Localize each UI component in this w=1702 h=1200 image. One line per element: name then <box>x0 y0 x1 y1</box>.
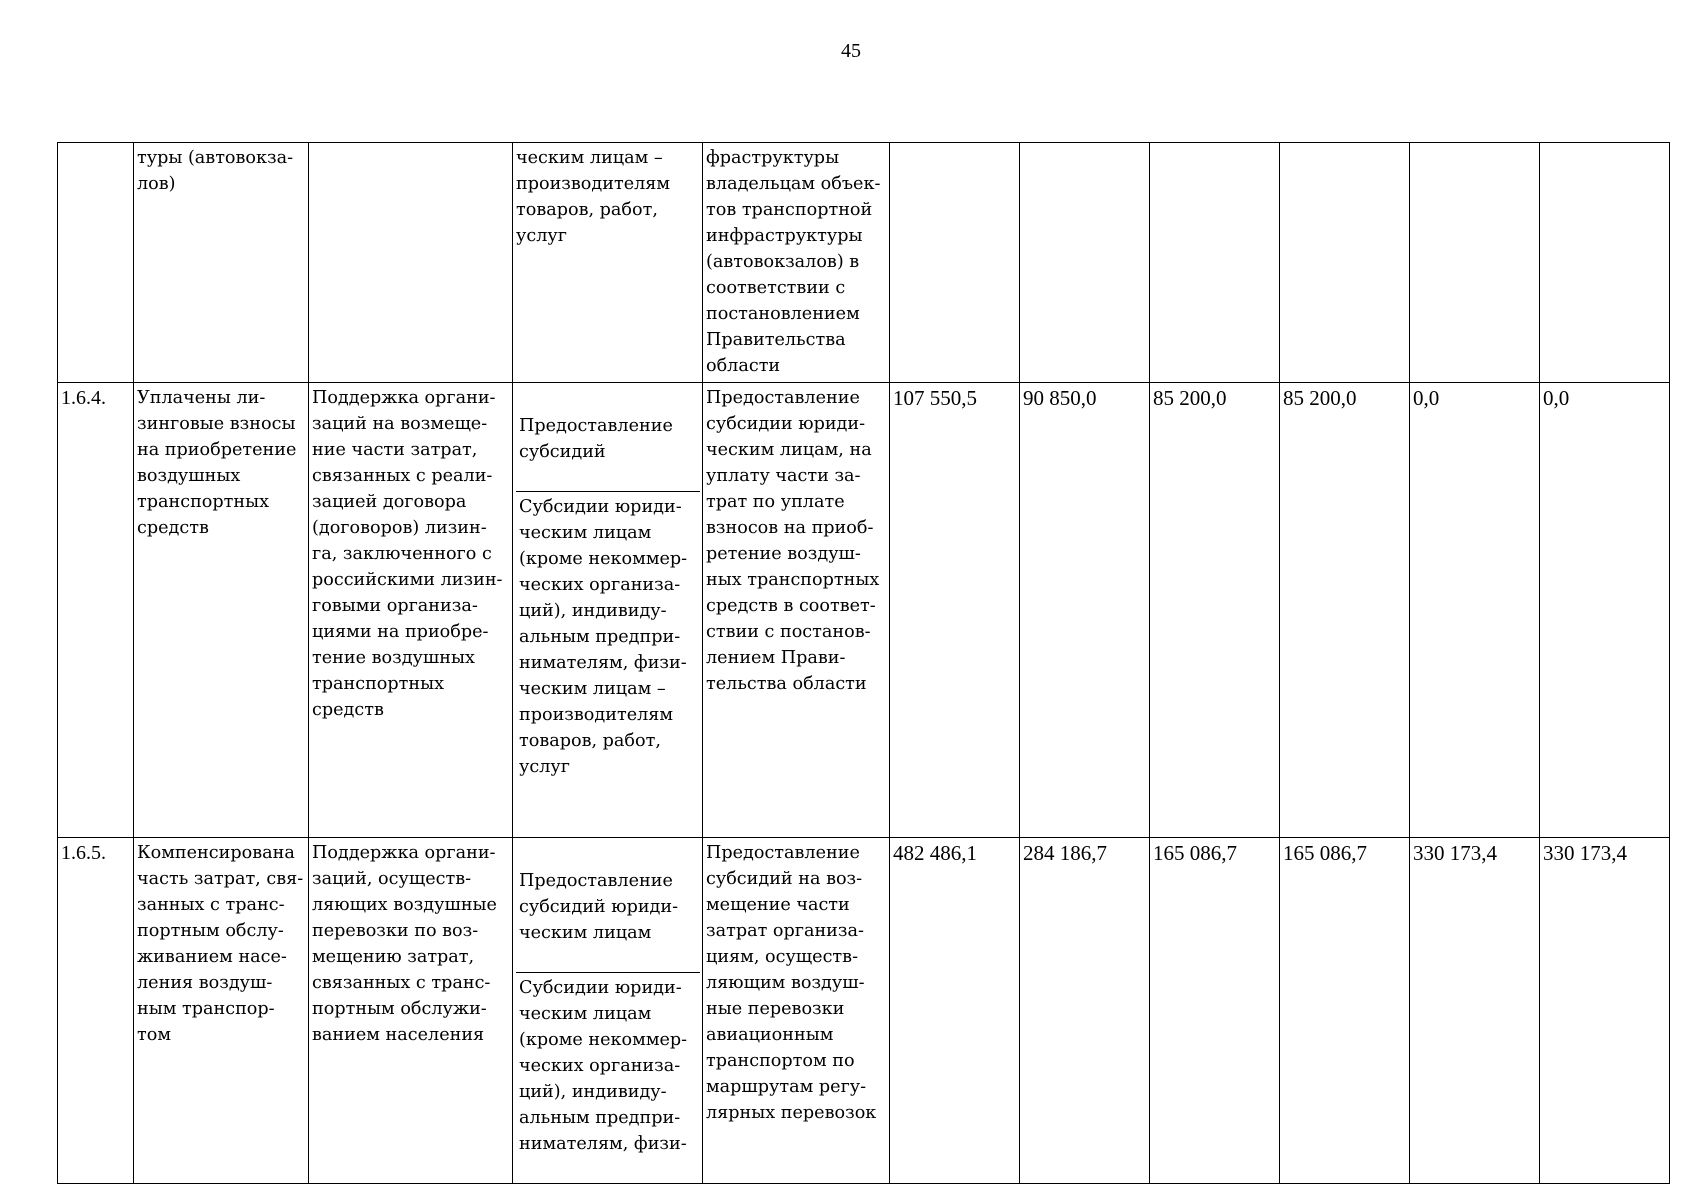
program-table <box>57 142 1670 1184</box>
row-description: фраструктуры владельцам объек- тов транспортной инфраструктуры (автовокзалов) в соответствии с постановлением Правительства области <box>703 143 890 383</box>
row-value: 0,0 <box>1410 383 1540 838</box>
row-value: 85 200,0 <box>1150 383 1280 838</box>
row-mechanism: Предоставление субсидий <box>519 416 673 462</box>
row-mechanism-cell <box>513 838 703 1184</box>
row-value: 107 550,5 <box>890 383 1020 838</box>
row-code <box>58 143 134 383</box>
row-value: 90 850,0 <box>1020 383 1150 838</box>
table-row <box>58 383 1670 838</box>
table-row <box>58 838 1670 1184</box>
row-value <box>1020 143 1150 383</box>
row-mechanism: ческим лицам – производителям товаров, работ, услуг <box>513 143 703 383</box>
row-mechanism-cell <box>513 383 703 838</box>
row-result: Компенсирована часть затрат, свя- занных с транс- портным обслу- живанием насе- ления воздуш- ным транспор- том <box>134 838 309 1184</box>
row-value: 85 200,0 <box>1280 383 1410 838</box>
row-result: туры (автовокза- лов) <box>134 143 309 383</box>
row-value: 482 486,1 <box>890 838 1020 1184</box>
row-result: Уплачены ли- зинговые взносы на приобретение воздушных транспортных средств <box>134 383 309 838</box>
row-mechanism: Предоставление субсидий юриди- ческим лицам <box>519 871 679 943</box>
row-value: 330 173,4 <box>1410 838 1540 1184</box>
row-event: Поддержка органи- заций на возмеще- ние части затрат, связанных с реали- зацией договора (договоров) лизин- га, заключенного с российскими лизин- говыми организа- циями на приобре- тение воздушных транспортных средств <box>309 383 513 838</box>
row-value: 0,0 <box>1540 383 1670 838</box>
row-mechanism-sub: Субсидии юриди- ческим лицам (кроме некоммер- ческих организа- ций), индивиду- альным предпри- нимателям, физи- ческим лицам – производителям товаров, работ, услуг <box>516 491 700 780</box>
row-description: Предоставление субсидий на воз- мещение части затрат организа- циям, осуществ- ляющим воздуш- ные перевозки авиационным транспортом по маршрутам регу- лярных перевозок <box>703 838 890 1184</box>
page-number: 45 <box>841 40 861 62</box>
row-event: Поддержка органи- заций, осуществ- ляющих воздушные перевозки по воз- мещению затрат, связанных с транс- портным обслужи- ванием населения <box>309 838 513 1184</box>
row-mechanism-sub: Субсидии юриди- ческим лицам (кроме некоммер- ческих организа- ций), индивиду- альным предпри- нимателям, физи- <box>516 972 700 1157</box>
row-code: 1.6.5. <box>58 838 134 1184</box>
row-value <box>1280 143 1410 383</box>
row-event <box>309 143 513 383</box>
row-value: 165 086,7 <box>1280 838 1410 1184</box>
row-value: 330 173,4 <box>1540 838 1670 1184</box>
row-value <box>1150 143 1280 383</box>
row-value <box>1410 143 1540 383</box>
row-value <box>890 143 1020 383</box>
row-value: 165 086,7 <box>1150 838 1280 1184</box>
row-code: 1.6.4. <box>58 383 134 838</box>
table-row <box>58 143 1670 383</box>
row-value: 284 186,7 <box>1020 838 1150 1184</box>
row-value <box>1540 143 1670 383</box>
row-description: Предоставление субсидии юриди- ческим лицам, на уплату части за- трат по уплате взносов на приоб- ретение воздуш- ных транспортных средств в соответ- ствии с постанов- лением Прави- тельства области <box>703 383 890 838</box>
